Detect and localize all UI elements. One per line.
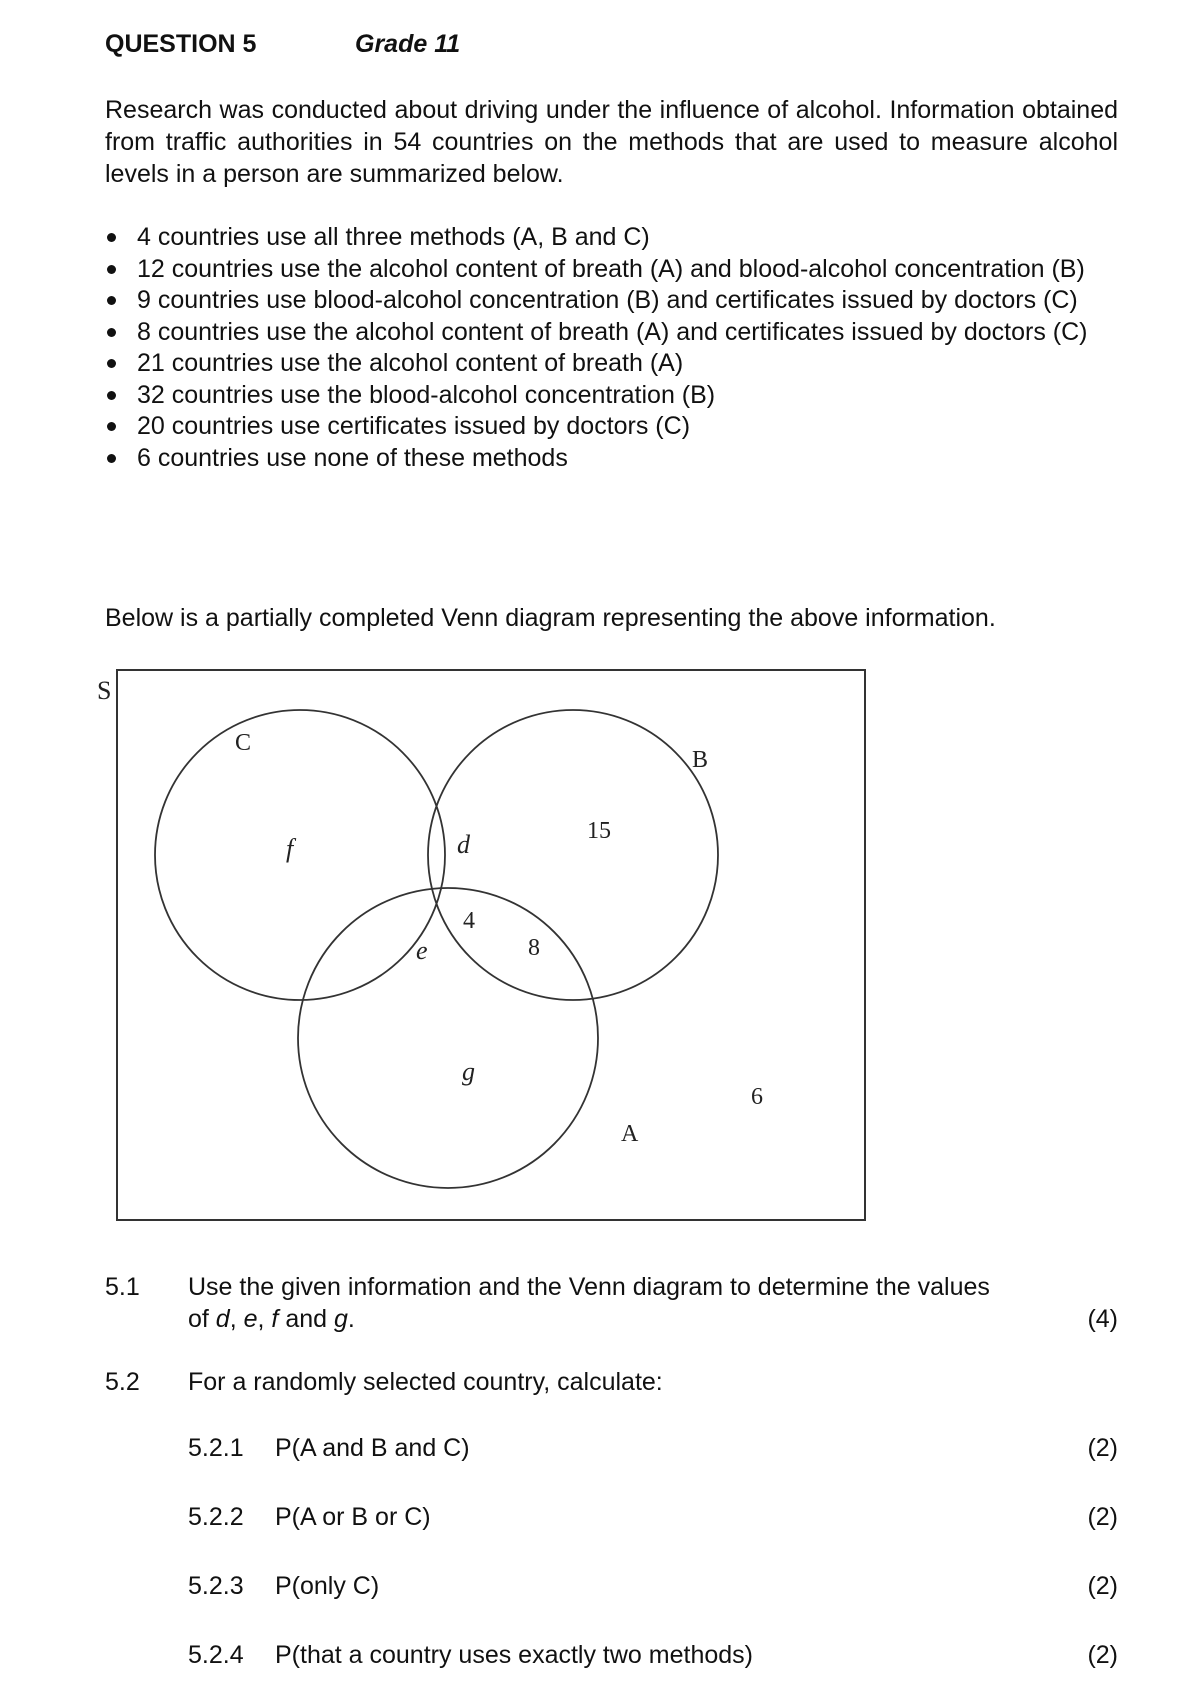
q51-text-line2: of d, e, f and g. xyxy=(188,1305,355,1333)
method-list xyxy=(105,222,1105,474)
list-item: 20 countries use certificates issued by doctors (C) xyxy=(105,411,1105,443)
q522-mark: (2) xyxy=(1087,1503,1118,1531)
list-item: 8 countries use the alcohol content of breath (A) and certificates issued by doctors (C) xyxy=(105,317,1105,349)
q521-text: P(A and B and C) xyxy=(275,1434,470,1462)
list-item: 6 countries use none of these methods xyxy=(105,443,1105,475)
q522-number: 5.2.2 xyxy=(188,1503,244,1531)
universal-set-box xyxy=(117,670,865,1220)
region-outside: 6 xyxy=(751,1084,763,1110)
list-item: 32 countries use the blood-alcohol concentration (B) xyxy=(105,380,1105,412)
q51-text: Use the given information and the Venn diagram to determine the values xyxy=(188,1273,990,1301)
q524-text: P(that a country uses exactly two methods) xyxy=(275,1641,753,1669)
question-heading: QUESTION 5 xyxy=(105,30,257,58)
set-c-circle xyxy=(155,710,445,1000)
list-item: 12 countries use the alcohol content of breath (A) and blood-alcohol concentration (B) xyxy=(105,254,1105,286)
list-item: 4 countries use all three methods (A, B and C) xyxy=(105,222,1105,254)
venn-diagram xyxy=(85,655,875,1235)
list-item: 9 countries use blood-alcohol concentration (B) and certificates issued by doctors (C) xyxy=(105,285,1105,317)
region-g: g xyxy=(462,1057,475,1086)
universal-set-label: S xyxy=(97,676,112,705)
venn-intro: Below is a partially completed Venn diagram representing the above information. xyxy=(105,604,996,632)
q523-text: P(only C) xyxy=(275,1572,380,1600)
set-c-label: C xyxy=(235,730,252,756)
grade-label: Grade 11 xyxy=(355,30,461,58)
q523-number: 5.2.3 xyxy=(188,1572,244,1600)
region-ab: 8 xyxy=(528,935,540,961)
region-b-only: 15 xyxy=(587,818,611,844)
intro-paragraph: Research was conducted about driving under the influence of alcohol. Information obtained from traffic authorities in 54 countries on the methods that are used to measure alcohol levels in a person are summarized below. xyxy=(105,96,1118,188)
q52-number: 5.2 xyxy=(105,1368,140,1396)
q521-number: 5.2.1 xyxy=(188,1434,244,1462)
region-d: d xyxy=(457,830,470,859)
region-e: e xyxy=(416,936,428,965)
q52-text: For a randomly selected country, calculate: xyxy=(188,1368,663,1396)
q524-mark: (2) xyxy=(1087,1641,1118,1669)
q51-number: 5.1 xyxy=(105,1273,140,1301)
region-f: f xyxy=(286,834,294,863)
q522-text: P(A or B or C) xyxy=(275,1503,431,1531)
set-b-label: B xyxy=(692,747,709,773)
region-abc: 4 xyxy=(463,908,475,934)
set-a-circle xyxy=(298,888,598,1188)
q523-mark: (2) xyxy=(1087,1572,1118,1600)
q524-number: 5.2.4 xyxy=(188,1641,244,1669)
q521-mark: (2) xyxy=(1087,1434,1118,1462)
set-a-label: A xyxy=(621,1121,639,1147)
q51-mark: (4) xyxy=(1087,1305,1118,1333)
list-item: 21 countries use the alcohol content of breath (A) xyxy=(105,348,1105,380)
